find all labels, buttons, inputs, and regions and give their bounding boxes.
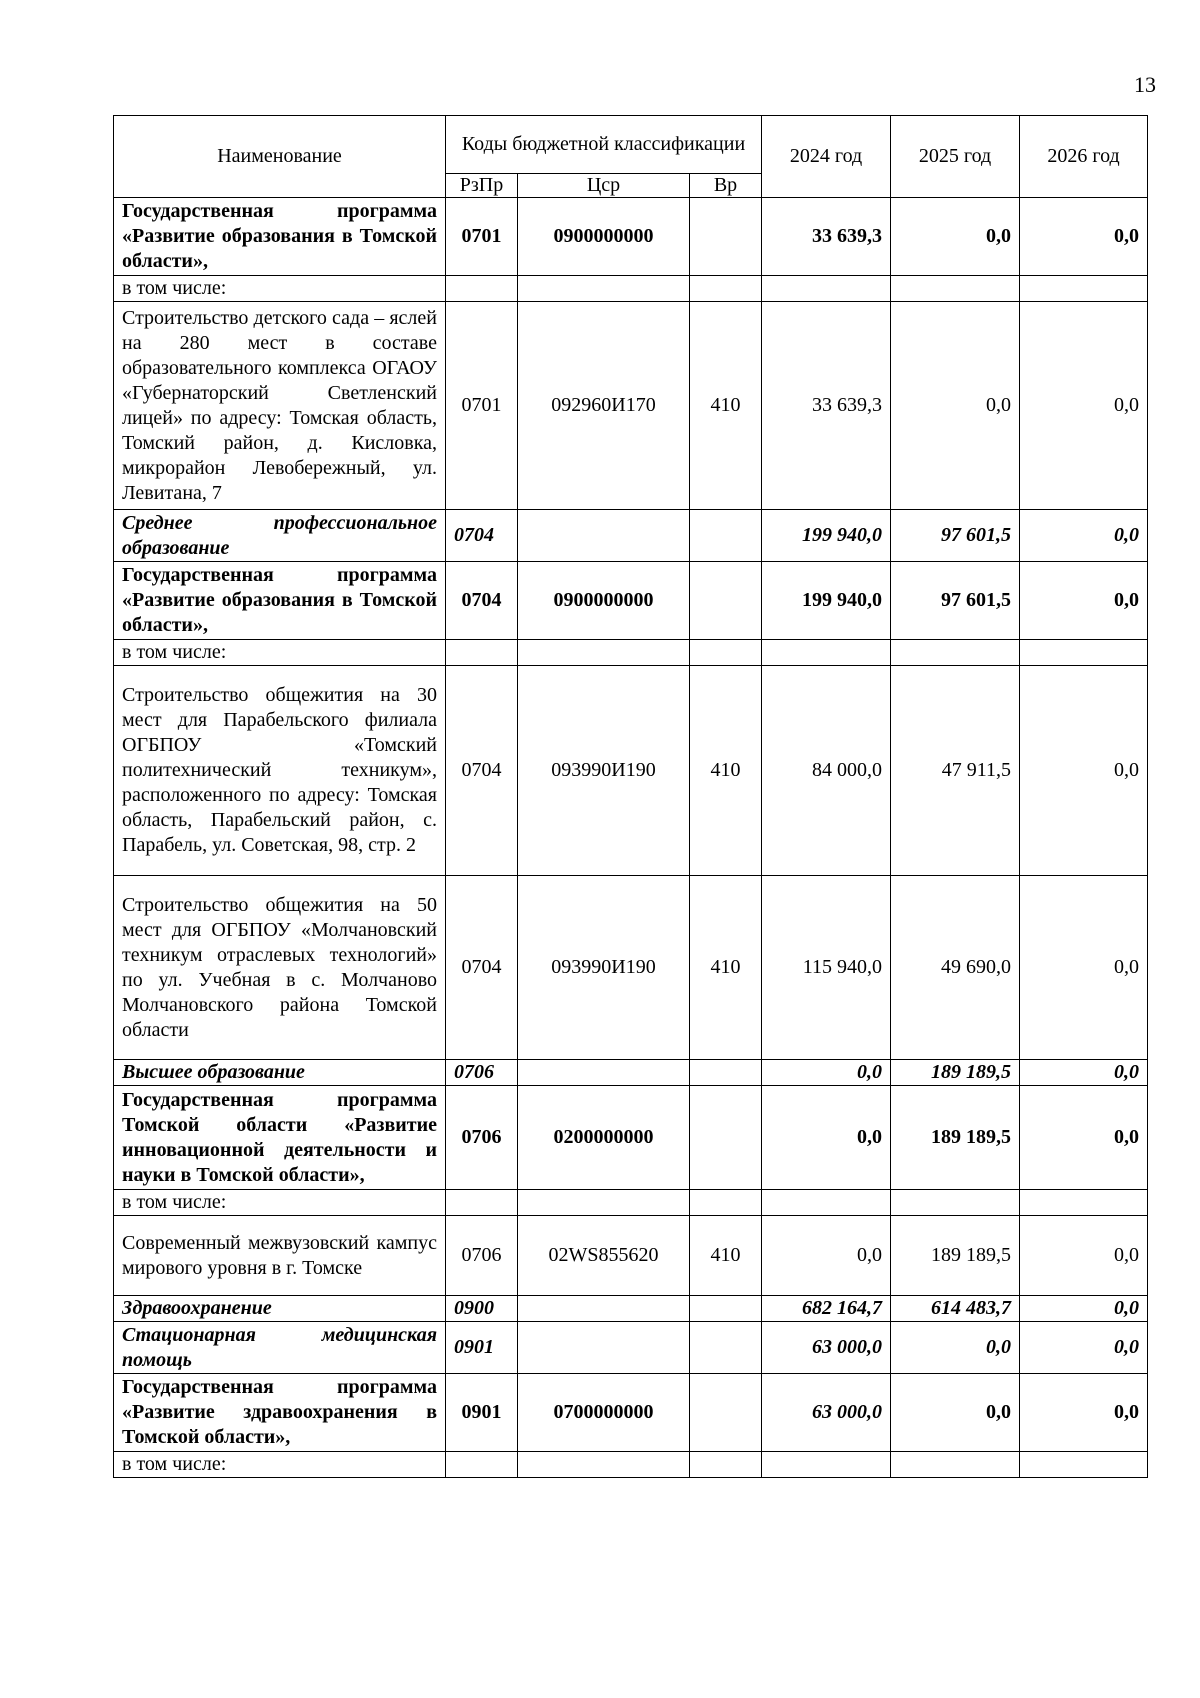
header-2024: 2024 год xyxy=(762,116,891,198)
row-2026: 0,0 xyxy=(1020,562,1148,640)
row-2024: 0,0 xyxy=(762,1086,891,1190)
row-2026: 0,0 xyxy=(1020,198,1148,276)
row-name: Строительство общежития на 50 мест для ОГБПОУ «Молчановский техникум отраслевых технологий» по ул. Учебная в с. Молчаново Молчановского района Томской области xyxy=(114,876,446,1060)
row-vr xyxy=(690,1374,762,1452)
table-row xyxy=(114,276,1148,302)
row-rzpr: 0900 xyxy=(446,1296,518,1322)
row-2025 xyxy=(891,1190,1020,1216)
row-rzpr xyxy=(446,1452,518,1478)
row-2024: 682 164,7 xyxy=(762,1296,891,1322)
row-vr xyxy=(690,1190,762,1216)
row-2024 xyxy=(762,640,891,666)
row-rzpr: 0704 xyxy=(446,666,518,876)
table-row xyxy=(114,666,1148,876)
header-rzpr: РзПр xyxy=(446,174,518,198)
row-2026: 0,0 xyxy=(1020,1296,1148,1322)
row-2024: 63 000,0 xyxy=(762,1374,891,1452)
row-name: Государственная программа «Развитие образования в Томской области», xyxy=(114,562,446,640)
row-2025: 0,0 xyxy=(891,198,1020,276)
row-name: в том числе: xyxy=(114,640,446,666)
row-2025: 49 690,0 xyxy=(891,876,1020,1060)
row-vr xyxy=(690,198,762,276)
table-row xyxy=(114,302,1148,510)
row-2026 xyxy=(1020,1452,1148,1478)
row-name: Государственная программа «Развитие здравоохранения в Томской области», xyxy=(114,1374,446,1452)
row-vr xyxy=(690,1452,762,1478)
row-rzpr: 0704 xyxy=(446,562,518,640)
row-csr xyxy=(518,1296,690,1322)
row-2024 xyxy=(762,276,891,302)
row-name: Здравоохранение xyxy=(114,1296,446,1322)
table-row xyxy=(114,562,1148,640)
table-row xyxy=(114,1374,1148,1452)
row-2024: 0,0 xyxy=(762,1060,891,1086)
row-csr: 093990И190 xyxy=(518,876,690,1060)
row-name: Строительство общежития на 30 мест для Парабельского филиала ОГБПОУ «Томский политехнический техникум», расположенного по адресу: Томская область, Парабельский район, с. Парабель, ул. Советская, 98, стр. 2 xyxy=(114,666,446,876)
row-vr: 410 xyxy=(690,302,762,510)
row-2026: 0,0 xyxy=(1020,666,1148,876)
row-2025: 0,0 xyxy=(891,1322,1020,1374)
table-row xyxy=(114,1190,1148,1216)
row-2024: 33 639,3 xyxy=(762,198,891,276)
row-name: в том числе: xyxy=(114,276,446,302)
row-csr xyxy=(518,1452,690,1478)
row-csr: 093990И190 xyxy=(518,666,690,876)
table-row xyxy=(114,510,1148,562)
row-vr: 410 xyxy=(690,666,762,876)
row-csr: 0200000000 xyxy=(518,1086,690,1190)
row-name: Высшее образование xyxy=(114,1060,446,1086)
row-2025 xyxy=(891,276,1020,302)
row-csr xyxy=(518,1060,690,1086)
row-rzpr xyxy=(446,640,518,666)
header-name: Наименование xyxy=(114,116,446,198)
row-name: Среднее профессиональное образование xyxy=(114,510,446,562)
row-2024: 115 940,0 xyxy=(762,876,891,1060)
row-csr: 092960И170 xyxy=(518,302,690,510)
row-2025: 189 189,5 xyxy=(891,1216,1020,1296)
row-name: Государственная программа «Развитие образования в Томской области», xyxy=(114,198,446,276)
row-vr xyxy=(690,1322,762,1374)
row-2025: 47 911,5 xyxy=(891,666,1020,876)
table-row xyxy=(114,198,1148,276)
row-2026 xyxy=(1020,1190,1148,1216)
row-csr: 0900000000 xyxy=(518,562,690,640)
table-row xyxy=(114,876,1148,1060)
row-csr xyxy=(518,1322,690,1374)
row-rzpr: 0706 xyxy=(446,1086,518,1190)
row-rzpr xyxy=(446,276,518,302)
row-2026: 0,0 xyxy=(1020,1060,1148,1086)
page-number: 13 xyxy=(1134,72,1156,97)
row-2025 xyxy=(891,1452,1020,1478)
row-2026: 0,0 xyxy=(1020,1374,1148,1452)
row-csr xyxy=(518,640,690,666)
header-csr: Цср xyxy=(518,174,690,198)
row-name: Строительство детского сада – яслей на 280 мест в составе образовательного комплекса ОГАОУ «Губернаторский Светленский лицей» по адресу: Томская область, Томский район, д. Кисловка, микрорайон Левобережный, ул. Левитана, 7 xyxy=(114,302,446,510)
row-2025: 97 601,5 xyxy=(891,510,1020,562)
budget-table xyxy=(113,115,1148,1478)
row-2024: 63 000,0 xyxy=(762,1322,891,1374)
row-vr xyxy=(690,1086,762,1190)
row-2026: 0,0 xyxy=(1020,302,1148,510)
row-name: в том числе: xyxy=(114,1190,446,1216)
row-2025: 614 483,7 xyxy=(891,1296,1020,1322)
row-rzpr: 0704 xyxy=(446,876,518,1060)
row-rzpr: 0706 xyxy=(446,1216,518,1296)
row-2024: 199 940,0 xyxy=(762,562,891,640)
row-2024 xyxy=(762,1452,891,1478)
row-rzpr: 0701 xyxy=(446,198,518,276)
row-name: в том числе: xyxy=(114,1452,446,1478)
header-vr: Вр xyxy=(690,174,762,198)
row-2026: 0,0 xyxy=(1020,1086,1148,1190)
row-2026 xyxy=(1020,276,1148,302)
row-csr xyxy=(518,510,690,562)
row-2026: 0,0 xyxy=(1020,510,1148,562)
table-row xyxy=(114,1216,1148,1296)
row-2026: 0,0 xyxy=(1020,1216,1148,1296)
row-name: Государственная программа Томской области «Развитие инновационной деятельности и науки в Томской области», xyxy=(114,1086,446,1190)
row-csr: 0900000000 xyxy=(518,198,690,276)
table-row xyxy=(114,640,1148,666)
row-2024: 84 000,0 xyxy=(762,666,891,876)
row-rzpr: 0701 xyxy=(446,302,518,510)
row-csr xyxy=(518,1190,690,1216)
header-codes-group: Коды бюджетной классификации xyxy=(446,116,762,174)
row-csr: 0700000000 xyxy=(518,1374,690,1452)
row-2025: 0,0 xyxy=(891,1374,1020,1452)
row-2024: 33 639,3 xyxy=(762,302,891,510)
table-row xyxy=(114,1296,1148,1322)
row-2024 xyxy=(762,1190,891,1216)
row-vr: 410 xyxy=(690,1216,762,1296)
row-2026 xyxy=(1020,640,1148,666)
row-2025 xyxy=(891,640,1020,666)
row-vr xyxy=(690,1060,762,1086)
row-2025: 97 601,5 xyxy=(891,562,1020,640)
row-2026: 0,0 xyxy=(1020,1322,1148,1374)
row-name: Стационарная медицинская помощь xyxy=(114,1322,446,1374)
row-vr xyxy=(690,640,762,666)
row-vr xyxy=(690,510,762,562)
row-rzpr: 0706 xyxy=(446,1060,518,1086)
row-2025: 189 189,5 xyxy=(891,1086,1020,1190)
row-vr xyxy=(690,276,762,302)
row-vr xyxy=(690,562,762,640)
row-2025: 0,0 xyxy=(891,302,1020,510)
table-row xyxy=(114,1322,1148,1374)
row-2026: 0,0 xyxy=(1020,876,1148,1060)
table-row xyxy=(114,1452,1148,1478)
row-name: Современный межвузовский кампус мирового уровня в г. Томске xyxy=(114,1216,446,1296)
table-row xyxy=(114,1060,1148,1086)
row-rzpr: 0901 xyxy=(446,1374,518,1452)
table-row xyxy=(114,1086,1148,1190)
row-2024: 0,0 xyxy=(762,1216,891,1296)
header-2025: 2025 год xyxy=(891,116,1020,198)
row-rzpr: 0901 xyxy=(446,1322,518,1374)
row-csr xyxy=(518,276,690,302)
header-2026: 2026 год xyxy=(1020,116,1148,198)
row-2025: 189 189,5 xyxy=(891,1060,1020,1086)
row-rzpr xyxy=(446,1190,518,1216)
row-2024: 199 940,0 xyxy=(762,510,891,562)
row-vr xyxy=(690,1296,762,1322)
row-csr: 02WS855620 xyxy=(518,1216,690,1296)
row-vr: 410 xyxy=(690,876,762,1060)
row-rzpr: 0704 xyxy=(446,510,518,562)
